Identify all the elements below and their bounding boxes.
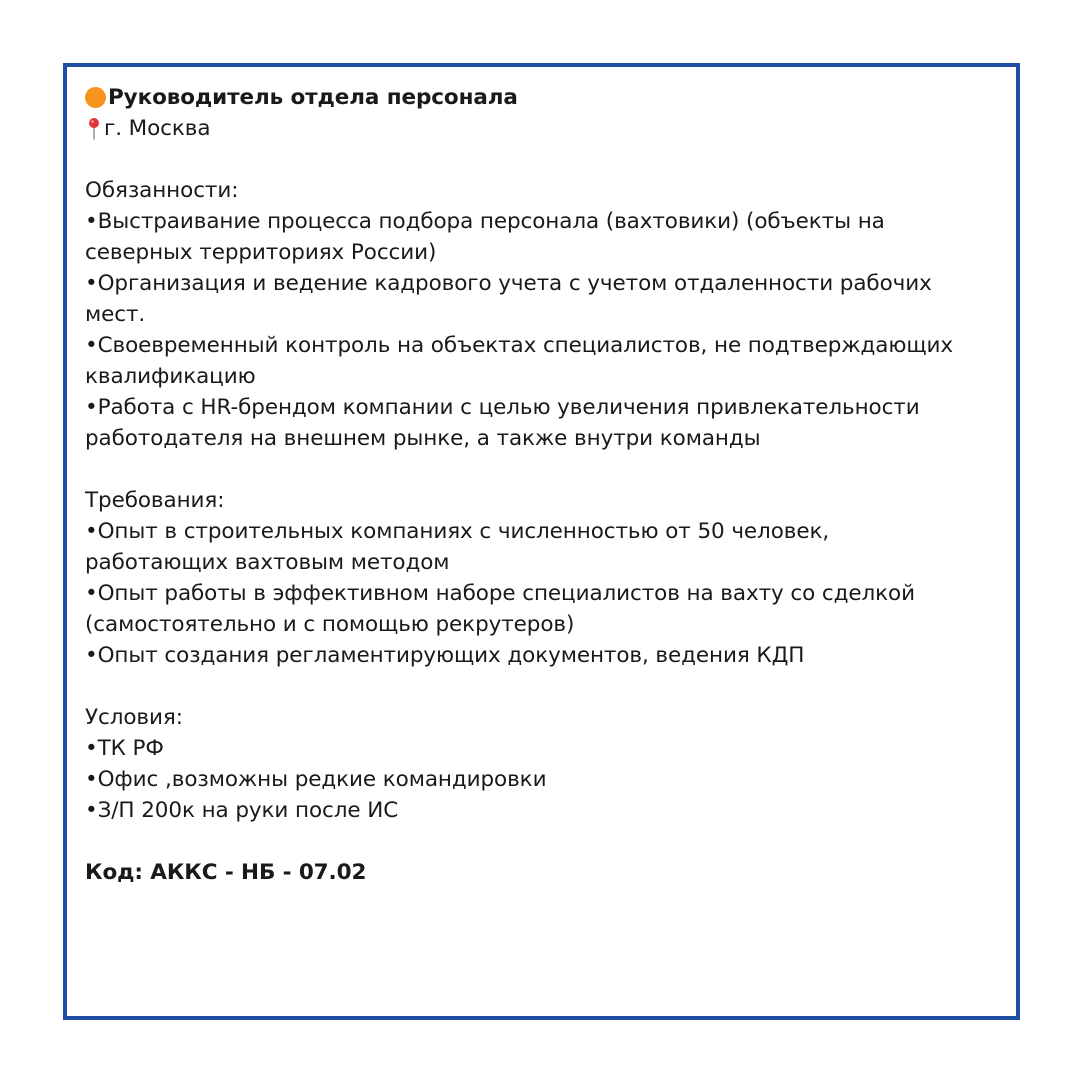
- requirements-line: работающих вахтовым методом: [85, 550, 450, 575]
- vacancy-card: [85, 82, 985, 888]
- vacancy-location: г. Москва: [104, 116, 211, 141]
- duties-line: •Выстраивание процесса подбора персонала (вахтовики) (объекты на: [85, 209, 885, 234]
- round-pushpin-icon: [87, 117, 101, 141]
- vacancy-location-row: [85, 113, 985, 144]
- spacer: [85, 144, 985, 175]
- vacancy-code: Код: АККС - НБ - 07.02: [85, 860, 367, 885]
- conditions-line: •Офис ,возможны редкие командировки: [85, 767, 547, 792]
- vacancy-title-row: [85, 82, 985, 113]
- spacer: [85, 826, 985, 857]
- duties-line: •Работа с HR-брендом компании с целью увеличения привлекательности: [85, 395, 920, 420]
- requirements-line: •Опыт работы в эффективном наборе специалистов на вахту со сделкой: [85, 581, 915, 606]
- spacer: [85, 454, 985, 485]
- orange-circle-icon: [85, 87, 106, 108]
- conditions-line: •ТК РФ: [85, 736, 164, 761]
- duties-line: северных территориях России): [85, 240, 437, 265]
- conditions-heading: Условия:: [85, 705, 183, 730]
- duties-line: работодателя на внешнем рынке, а также внутри команды: [85, 426, 761, 451]
- spacer: [85, 671, 985, 702]
- duties-line: •Своевременный контроль на объектах специалистов, не подтверждающих: [85, 333, 954, 358]
- requirements-line: •Опыт создания регламентирующих документов, ведения КДП: [85, 643, 805, 668]
- conditions-line: •З/П 200к на руки после ИС: [85, 798, 399, 823]
- duties-heading: Обязанности:: [85, 178, 239, 203]
- duties-line: квалификацию: [85, 364, 256, 389]
- duties-line: •Организация и ведение кадрового учета с учетом отдаленности рабочих: [85, 271, 932, 296]
- requirements-line: •Опыт в строительных компаниях с численностью от 50 человек,: [85, 519, 830, 544]
- requirements-line: (самостоятельно и с помощью рекрутеров): [85, 612, 575, 637]
- requirements-heading: Требования:: [85, 488, 225, 513]
- vacancy-title: Руководитель отдела персонала: [108, 85, 518, 110]
- duties-line: мест.: [85, 302, 146, 327]
